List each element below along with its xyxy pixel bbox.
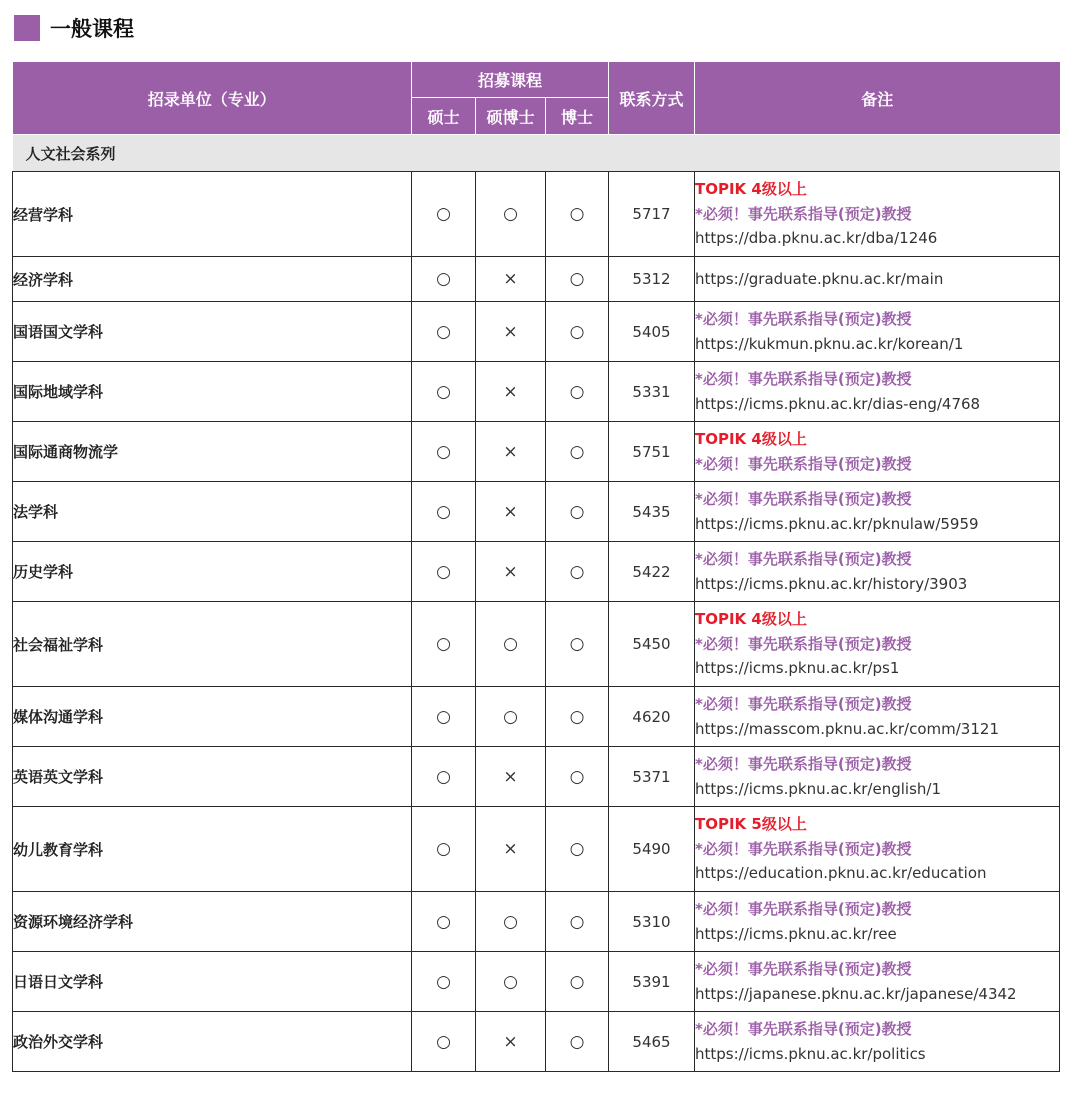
integrated-availability: × — [476, 1012, 546, 1072]
contact-extension: 5310 — [609, 892, 695, 952]
department-url[interactable]: https://japanese.pknu.ac.kr/japanese/4342 — [695, 984, 1017, 1003]
table-row — [13, 602, 1060, 687]
department-url[interactable]: https://icms.pknu.ac.kr/politics — [695, 1044, 926, 1063]
advisor-contact-notice: *必须！事先联系指导(预定)教授 — [695, 960, 912, 978]
topik-requirement: TOPIK 5级以上 — [695, 815, 807, 834]
section-marker-square — [14, 15, 40, 41]
integrated-availability: × — [476, 807, 546, 892]
integrated-availability: × — [476, 422, 546, 482]
integrated-availability: × — [476, 747, 546, 807]
contact-extension: 5465 — [609, 1012, 695, 1072]
topik-requirement: TOPIK 4级以上 — [695, 610, 807, 629]
advisor-contact-notice: *必须！事先联系指导(预定)教授 — [695, 839, 912, 858]
integrated-availability: × — [476, 257, 546, 302]
doctor-availability: ○ — [546, 1012, 609, 1072]
doctor-availability: ○ — [546, 892, 609, 952]
remark-cell — [695, 422, 1060, 482]
integrated-availability: ○ — [476, 952, 546, 1012]
department-url[interactable]: https://icms.pknu.ac.kr/english/1 — [695, 779, 941, 798]
contact-extension: 5717 — [609, 172, 695, 257]
master-availability: ○ — [412, 747, 476, 807]
advisor-contact-notice: *必须！事先联系指导(预定)教授 — [695, 454, 912, 473]
remark-cell — [695, 892, 1060, 952]
integrated-availability: ○ — [476, 172, 546, 257]
integrated-availability: × — [476, 362, 546, 422]
department-name: 英语英文学科 — [13, 747, 412, 807]
advisor-contact-notice: *必须！事先联系指导(预定)教授 — [695, 490, 912, 508]
doctor-availability: ○ — [546, 482, 609, 542]
department-name: 历史学科 — [13, 542, 412, 602]
advisor-contact-notice: *必须！事先联系指导(预定)教授 — [695, 550, 912, 568]
remark-cell — [695, 1012, 1060, 1072]
table-row — [13, 482, 1060, 542]
master-availability: ○ — [412, 687, 476, 747]
contact-extension: 5450 — [609, 602, 695, 687]
doctor-availability: ○ — [546, 542, 609, 602]
remark-cell — [695, 302, 1060, 362]
contact-extension: 5371 — [609, 747, 695, 807]
department-name: 国际地域学科 — [13, 362, 412, 422]
advisor-contact-notice: *必须！事先联系指导(预定)教授 — [695, 204, 912, 223]
header-doctor: 博士 — [546, 98, 609, 135]
advisor-contact-notice: *必须！事先联系指导(预定)教授 — [695, 755, 912, 773]
master-availability: ○ — [412, 362, 476, 422]
department-name: 政治外交学科 — [13, 1012, 412, 1072]
header-master: 硕士 — [412, 98, 476, 135]
section-title: 一般课程 — [50, 17, 134, 41]
section-heading — [14, 14, 134, 42]
master-availability: ○ — [412, 482, 476, 542]
header-contact: 联系方式 — [609, 62, 695, 135]
master-availability: ○ — [412, 602, 476, 687]
department-name: 媒体沟通学科 — [13, 687, 412, 747]
table-row — [13, 687, 1060, 747]
integrated-availability: × — [476, 302, 546, 362]
doctor-availability: ○ — [546, 302, 609, 362]
doctor-availability: ○ — [546, 362, 609, 422]
doctor-availability: ○ — [546, 952, 609, 1012]
contact-extension: 5490 — [609, 807, 695, 892]
department-url[interactable]: https://icms.pknu.ac.kr/history/3903 — [695, 574, 968, 593]
header-unit: 招录单位（专业） — [13, 62, 412, 135]
department-name: 国语国文学科 — [13, 302, 412, 362]
advisor-contact-notice: *必须！事先联系指导(预定)教授 — [695, 370, 912, 388]
doctor-availability: ○ — [546, 422, 609, 482]
department-name: 法学科 — [13, 482, 412, 542]
department-name: 经济学科 — [13, 257, 412, 302]
table-row — [13, 892, 1060, 952]
advisor-contact-notice: *必须！事先联系指导(预定)教授 — [695, 310, 912, 328]
remark-cell — [695, 747, 1060, 807]
remark-cell — [695, 362, 1060, 422]
contact-extension: 5751 — [609, 422, 695, 482]
topik-requirement: TOPIK 4级以上 — [695, 180, 807, 199]
contact-extension: 5422 — [609, 542, 695, 602]
master-availability: ○ — [412, 257, 476, 302]
department-url[interactable]: https://graduate.pknu.ac.kr/main — [695, 269, 944, 288]
integrated-availability: ○ — [476, 687, 546, 747]
remark-cell — [695, 687, 1060, 747]
department-url[interactable]: https://dba.pknu.ac.kr/dba/1246 — [695, 229, 938, 248]
contact-extension: 5405 — [609, 302, 695, 362]
department-name: 国际通商物流学 — [13, 422, 412, 482]
remark-cell — [695, 952, 1060, 1012]
table-row — [13, 1012, 1060, 1072]
contact-extension: 5331 — [609, 362, 695, 422]
department-name: 经营学科 — [13, 172, 412, 257]
doctor-availability: ○ — [546, 172, 609, 257]
program-table — [12, 62, 1060, 1072]
doctor-availability: ○ — [546, 687, 609, 747]
department-name: 社会福祉学科 — [13, 602, 412, 687]
doctor-availability: ○ — [546, 602, 609, 687]
header-program: 招募课程 — [412, 62, 609, 98]
department-url[interactable]: https://education.pknu.ac.kr/education — [695, 864, 987, 883]
contact-extension: 5391 — [609, 952, 695, 1012]
remark-cell — [695, 542, 1060, 602]
integrated-availability: × — [476, 482, 546, 542]
advisor-contact-notice: *必须！事先联系指导(预定)教授 — [695, 1020, 912, 1038]
integrated-availability: ○ — [476, 892, 546, 952]
category-row: 人文社会系列 — [13, 135, 1060, 172]
table-row — [13, 362, 1060, 422]
remark-cell — [695, 807, 1060, 892]
remark-cell — [695, 482, 1060, 542]
header-integrated: 硕博士 — [476, 98, 546, 135]
department-name: 日语日文学科 — [13, 952, 412, 1012]
table-row — [13, 422, 1060, 482]
master-availability: ○ — [412, 892, 476, 952]
master-availability: ○ — [412, 952, 476, 1012]
integrated-availability: ○ — [476, 602, 546, 687]
doctor-availability: ○ — [546, 747, 609, 807]
master-availability: ○ — [412, 807, 476, 892]
master-availability: ○ — [412, 172, 476, 257]
contact-extension: 5312 — [609, 257, 695, 302]
table-row — [13, 807, 1060, 892]
topik-requirement: TOPIK 4级以上 — [695, 430, 807, 448]
table-row — [13, 172, 1060, 257]
doctor-availability: ○ — [546, 807, 609, 892]
department-url[interactable]: https://kukmun.pknu.ac.kr/korean/1 — [695, 334, 964, 353]
contact-extension: 4620 — [609, 687, 695, 747]
table-body — [13, 135, 1060, 1072]
master-availability: ○ — [412, 302, 476, 362]
master-availability: ○ — [412, 542, 476, 602]
advisor-contact-notice: *必须！事先联系指导(预定)教授 — [695, 695, 912, 713]
remark-cell — [695, 257, 1060, 302]
contact-extension: 5435 — [609, 482, 695, 542]
department-url[interactable]: https://icms.pknu.ac.kr/ree — [695, 924, 897, 943]
table-row — [13, 302, 1060, 362]
table-row — [13, 542, 1060, 602]
header-remark: 备注 — [695, 62, 1060, 135]
advisor-contact-notice: *必须！事先联系指导(预定)教授 — [695, 634, 912, 653]
integrated-availability: × — [476, 542, 546, 602]
remark-cell — [695, 172, 1060, 257]
remark-cell — [695, 602, 1060, 687]
department-url[interactable]: https://masscom.pknu.ac.kr/comm/3121 — [695, 719, 999, 738]
table-row — [13, 747, 1060, 807]
advisor-contact-notice: *必须！事先联系指导(预定)教授 — [695, 900, 912, 918]
table-row — [13, 952, 1060, 1012]
master-availability: ○ — [412, 422, 476, 482]
department-name: 资源环境经济学科 — [13, 892, 412, 952]
master-availability: ○ — [412, 1012, 476, 1072]
doctor-availability: ○ — [546, 257, 609, 302]
department-url[interactable]: https://icms.pknu.ac.kr/ps1 — [695, 659, 900, 678]
department-url[interactable]: https://icms.pknu.ac.kr/dias-eng/4768 — [695, 394, 981, 413]
department-name: 幼儿教育学科 — [13, 807, 412, 892]
department-url[interactable]: https://icms.pknu.ac.kr/pknulaw/5959 — [695, 514, 979, 533]
table-row — [13, 257, 1060, 302]
